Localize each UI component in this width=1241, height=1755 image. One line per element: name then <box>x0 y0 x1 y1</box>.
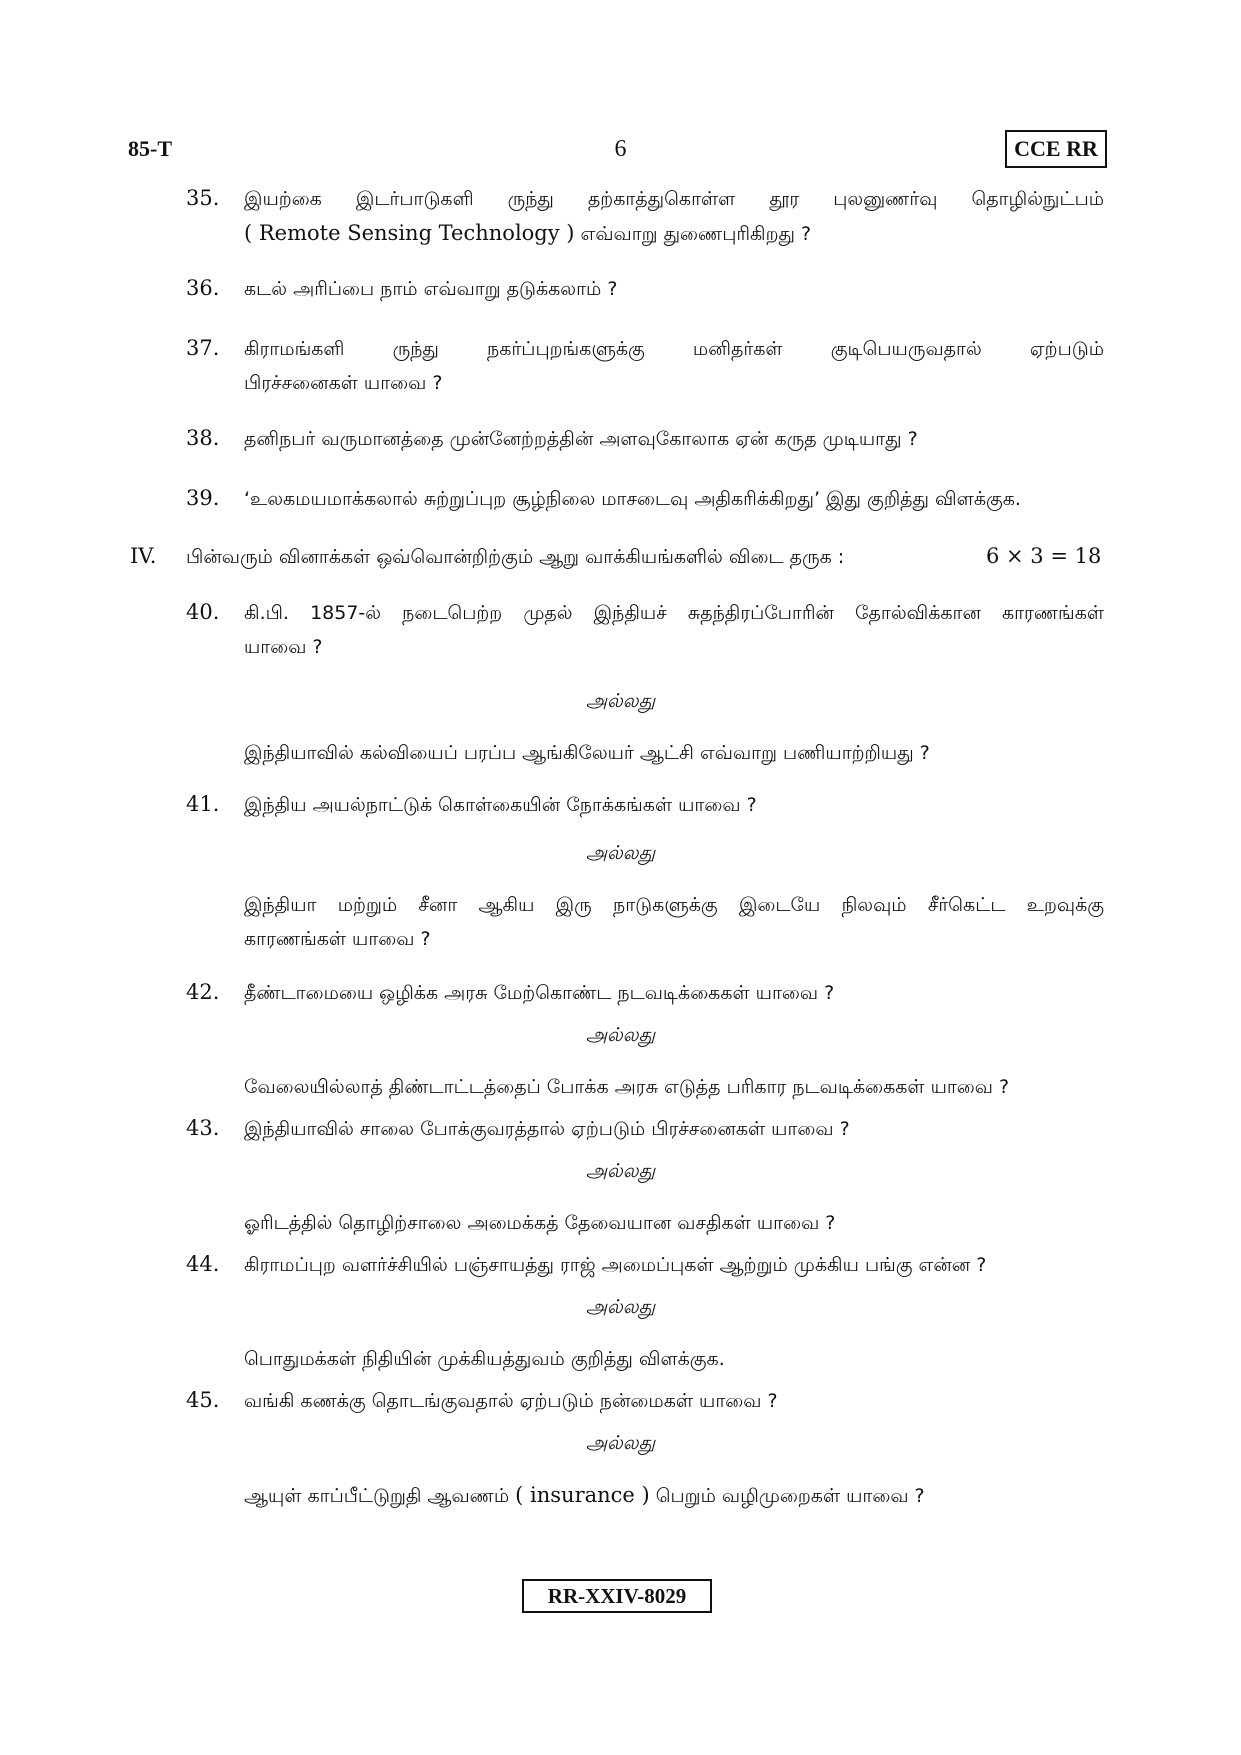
question-text: தீண்டாமையை ஒழிக்க அரசு மேற்கொண்ட நடவடிக்கைகள் யாவை ? <box>244 982 835 1004</box>
alternate-question-text: ஓரிடத்தில் தொழிற்சாலை அமைக்கத் தேவையான வசதிகள் யாவை ? <box>244 1212 836 1234</box>
section-marks: 6 × 3 = 18 <box>986 544 1102 568</box>
question-text-tail: எவ்வாறு துணைபுரிகிறது ? <box>574 223 812 245</box>
question-number: 42. <box>186 980 220 1004</box>
or-label: அல்லது <box>585 842 656 864</box>
question-text: தனிநபர் வருமானத்தை முன்னேற்றத்தின் அளவுகோலாக ஏன் கருத முடியாது ? <box>244 428 918 450</box>
alternate-question-text: பொதுமக்கள் நிதியின் முக்கியத்துவம் குறித்து விளக்குக. <box>244 1348 725 1370</box>
alternate-question-text: இந்தியாவில் கல்வியைப் பரப்ப ஆங்கிலேயர் ஆட்சி எவ்வாறு பணியாற்றியது ? <box>244 742 930 764</box>
question-text: கி.பி. 1857-ல் நடைபெற்ற முதல் இந்தியச் சுதந்திரப்போரின் தோல்விக்கான காரணங்கள் <box>244 602 1104 624</box>
alternate-question-text: இந்தியா மற்றும் சீனா ஆகிய இரு நாடுகளுக்கு இடையே நிலவும் சீர்கெட்ட உறவுக்கு <box>244 894 1104 916</box>
question-number: 37. <box>186 336 220 360</box>
or-label: அல்லது <box>585 1024 656 1046</box>
question-number: 39. <box>186 486 220 510</box>
paper-code: 85-T <box>128 136 172 161</box>
latin-term: ( Remote Sensing Technology ) <box>244 221 575 245</box>
alternate-question-text: வேலையில்லாத் திண்டாட்டத்தைப் போக்க அரசு எடுத்த பரிகார நடவடிக்கைகள் யாவை ? <box>244 1076 1010 1098</box>
section-number: IV. <box>130 544 157 568</box>
question-number: 38. <box>186 426 220 450</box>
question-number: 41. <box>186 792 220 816</box>
question-number: 35. <box>186 186 220 210</box>
header-box-label: CCE RR <box>1005 130 1107 168</box>
question-number: 40. <box>186 600 220 624</box>
latin-term: ( insurance ) <box>515 1483 650 1507</box>
question-text: இயற்கை இடர்பாடுகளி ருந்து தற்காத்துகொள்ள தூர புலனுணர்வு தொழில்நுட்பம் <box>244 188 1104 210</box>
page-number: 6 <box>614 136 627 162</box>
question-text: வங்கி கணக்கு தொடங்குவதால் ஏற்படும் நன்மைகள் யாவை ? <box>244 1390 778 1412</box>
alternate-question-text <box>244 1478 1104 1513</box>
section-instruction: பின்வரும் வினாக்கள் ஒவ்வொன்றிற்கும் ஆறு வாக்கியங்களில் விடை தருக : <box>186 546 845 568</box>
footer-box-label: RR-XXIV-8029 <box>522 1579 712 1613</box>
question-text-cont: யாவை ? <box>244 636 323 658</box>
question-text: கிராமங்களி ருந்து நகர்ப்புறங்களுக்கு மனிதர்கள் குடிபெயருவதால் ஏற்படும் <box>244 338 1104 360</box>
question-text: கிராமப்புற வளர்ச்சியில் பஞ்சாயத்து ராஜ் அமைப்புகள் ஆற்றும் முக்கிய பங்கு என்ன ? <box>244 1254 987 1276</box>
question-text: இந்திய அயல்நாட்டுக் கொள்கையின் நோக்கங்கள் யாவை ? <box>244 794 757 816</box>
question-text-cont: பிரச்சனைகள் யாவை ? <box>244 372 443 394</box>
question-text: கடல் அரிப்பை நாம் எவ்வாறு தடுக்கலாம் ? <box>244 278 618 300</box>
question-number: 36. <box>186 276 220 300</box>
or-label: அல்லது <box>585 690 656 712</box>
or-label: அல்லது <box>585 1160 656 1182</box>
alt-text-head: ஆயுள் காப்பீட்டுறுதி ஆவணம் <box>244 1485 516 1507</box>
question-number: 43. <box>186 1116 220 1140</box>
question-text-cont <box>244 216 1104 251</box>
alternate-question-text-cont: காரணங்கள் யாவை ? <box>244 928 431 950</box>
question-number: 45. <box>186 1388 220 1412</box>
question-number: 44. <box>186 1252 220 1276</box>
or-label: அல்லது <box>585 1296 656 1318</box>
or-label: அல்லது <box>585 1432 656 1454</box>
question-text: இந்தியாவில் சாலை போக்குவரத்தால் ஏற்படும் பிரச்சனைகள் யாவை ? <box>244 1118 850 1140</box>
question-text: ‘உலகமயமாக்கலால் சுற்றுப்புற சூழ்நிலை மாசடைவு அதிகரிக்கிறது’ இது குறித்து விளக்குக. <box>244 488 1021 510</box>
alt-text-tail: பெறும் வழிமுறைகள் யாவை ? <box>649 1485 925 1507</box>
